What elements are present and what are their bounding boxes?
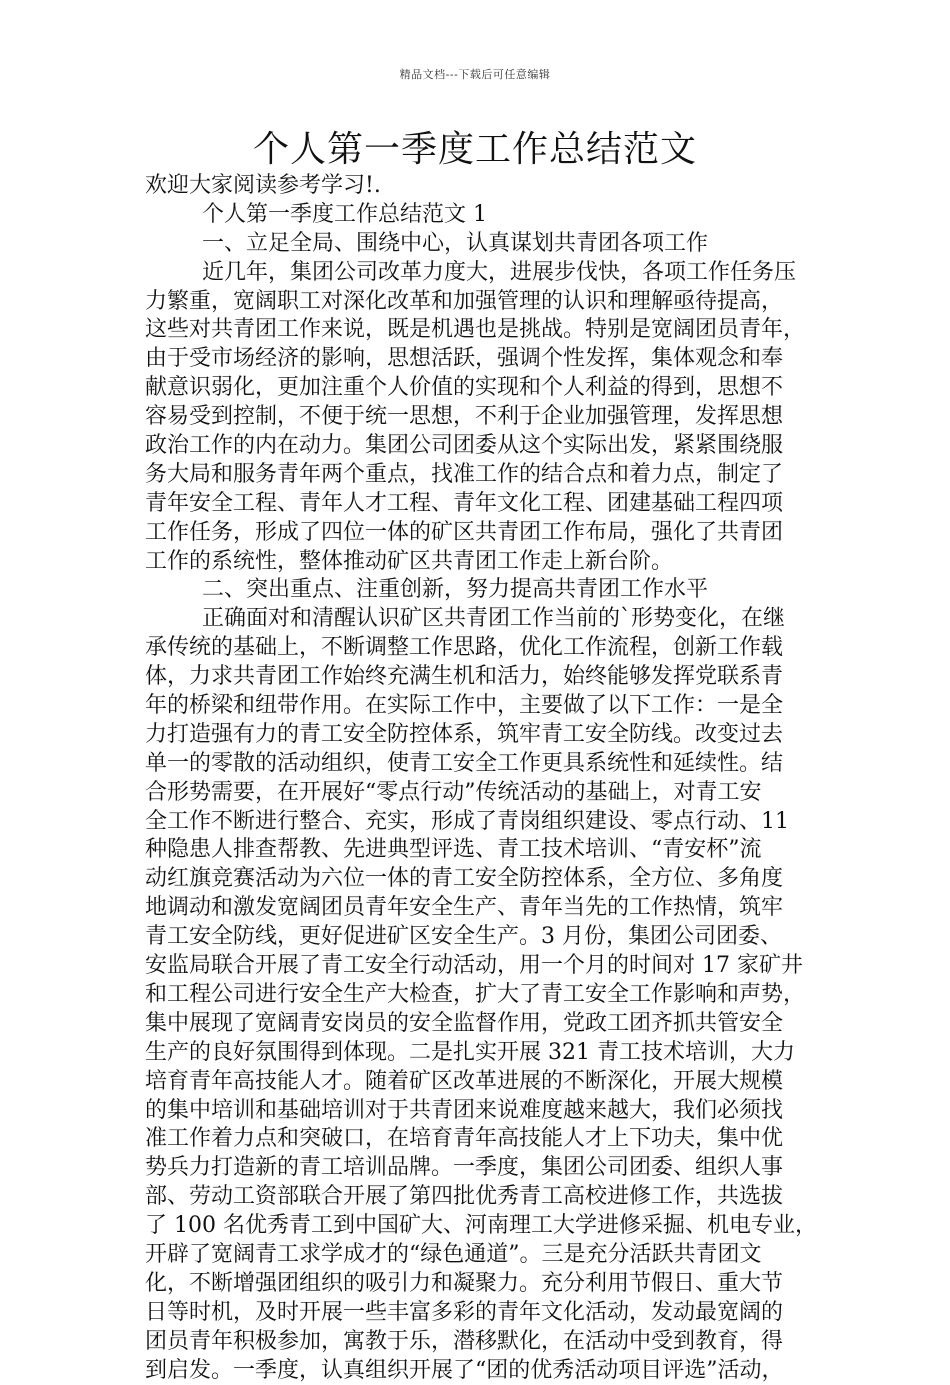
body-line: 工作的系统性，整体推动矿区共青团工作走上新台阶。 — [145, 548, 674, 574]
body-line: 一、立足全局、围绕中心，认真谋划共青团各项工作 — [202, 230, 709, 256]
body-line: 部、劳动工资部联合开展了第四批优秀青工高校进修工作，共选拔 — [145, 1184, 784, 1210]
body-line: 日等时机，及时开展一些丰富多彩的青年文化活动，发动最宽阔的 — [145, 1299, 784, 1325]
body-line: 集中展现了宽阔青安岗员的安全监督作用，党政工团齐抓共管安全 — [145, 1010, 784, 1036]
body-line: 合形势需要，在开展好“零点行动”传统活动的基础上，对青工安 — [145, 779, 762, 805]
body-line: 容易受到控制，不便于统一思想，不利于企业加强管理，发挥思想 — [145, 404, 784, 430]
body-line: 献意识弱化，更加注重个人价值的实现和个人利益的得到，思想不 — [145, 375, 784, 401]
body-line: 工作任务，形成了四位一体的矿区共青团工作布局，强化了共青团 — [145, 519, 784, 545]
body-line: 安监局联合开展了青工安全行动活动，用一个月的时间对 17 家矿井 — [145, 953, 803, 979]
body-line: 了 100 名优秀青工到中国矿大、河南理工大学进修采掘、机电专业， — [145, 1213, 817, 1239]
body-line: 年的桥梁和纽带作用。在实际工作中，主要做了以下工作：一是全 — [145, 693, 784, 719]
body-line: 地调动和激发宽阔团员青年安全生产、青年当先的工作热情，筑牢 — [145, 895, 784, 921]
body-line: 务大局和服务青年两个重点，找准工作的结合点和着力点，制定了 — [145, 461, 784, 487]
body-line: 个人第一季度工作总结范文 1 — [202, 201, 487, 227]
body-line: 力打造强有力的青工安全防控体系，筑牢青工安全防线。改变过去 — [145, 721, 784, 747]
body-line: 团员青年积极参加，寓教于乐，潜移默化，在活动中受到教育，得 — [145, 1328, 784, 1354]
body-line: 到启发。一季度，认真组织开展了“团的优秀活动项目评选”活动， — [145, 1357, 784, 1383]
body-line: 生产的良好氛围得到体现。二是扎实开展 321 青工技术培训，大力 — [145, 1039, 795, 1065]
body-line: 准工作着力点和突破口，在培育青年高技能人才上下功夫，集中优 — [145, 1126, 784, 1152]
body-line: 种隐患人排查帮教、先进典型评选、青工技术培训、“青安杯”流 — [145, 837, 762, 863]
body-line: 二、突出重点、注重创新，努力提高共青团工作水平 — [202, 577, 709, 603]
body-line: 动红旗竞赛活动为六位一体的青工安全防控体系，全方位、多角度 — [145, 866, 784, 892]
body-line: 承传统的基础上，不断调整工作思路，优化工作流程，创新工作载 — [145, 635, 784, 661]
body-line: 的集中培训和基础培训对于共青团来说难度越来越大，我们必须找 — [145, 1097, 784, 1123]
body-line: 青年安全工程、青年人才工程、青年文化工程、团建基础工程四项 — [145, 490, 784, 516]
document-title: 个人第一季度工作总结范文 — [252, 129, 697, 170]
document-body — [145, 172, 821, 1385]
body-line: 势兵力打造新的青工培训品牌。一季度，集团公司团委、组织人事 — [145, 1155, 784, 1181]
body-line: 体，力求共青团工作始终充满生机和活力，始终能够发挥党联系青 — [145, 664, 784, 690]
body-line: 力繁重，宽阔职工对深化改革和加强管理的认识和理解亟待提高， — [145, 288, 784, 314]
body-line: 单一的零散的活动组织，使青工安全工作更具系统性和延续性。结 — [145, 750, 784, 776]
body-line: 开辟了宽阔青工求学成才的“绿色通道”。三是充分活跃共青团文 — [145, 1241, 762, 1267]
body-line: 培育青年高技能人才。随着矿区改革进展的不断深化，开展大规模 — [145, 1068, 784, 1094]
body-line: 政治工作的内在动力。集团公司团委从这个实际出发，紧紧围绕服 — [145, 433, 784, 459]
body-line: 正确面对和清醒认识矿区共青团工作当前的`形势变化，在继 — [202, 606, 786, 632]
header-watermark: 精品文档---下载后可任意编辑 — [399, 68, 551, 81]
body-line: 和工程公司进行安全生产大检查，扩大了青工安全工作影响和声势， — [145, 981, 806, 1007]
body-line: 全工作不断进行整合、充实，形成了青岗组织建设、零点行动、11 — [145, 808, 789, 834]
body-line: 欢迎大家阅读参考学习!. — [145, 173, 381, 198]
body-line: 由于受市场经济的影响，思想活跃，强调个性发挥，集体观念和奉 — [145, 346, 784, 372]
body-line: 青工安全防线，更好促进矿区安全生产。3 月份，集团公司团委、 — [145, 924, 782, 950]
body-line: 化，不断增强团组织的吸引力和凝聚力。充分利用节假日、重大节 — [145, 1270, 784, 1296]
body-line: 这些对共青团工作来说，既是机遇也是挑战。特别是宽阔团员青年， — [145, 317, 806, 343]
body-line: 近几年，集团公司改革力度大，进展步伐快，各项工作任务压 — [202, 259, 797, 285]
